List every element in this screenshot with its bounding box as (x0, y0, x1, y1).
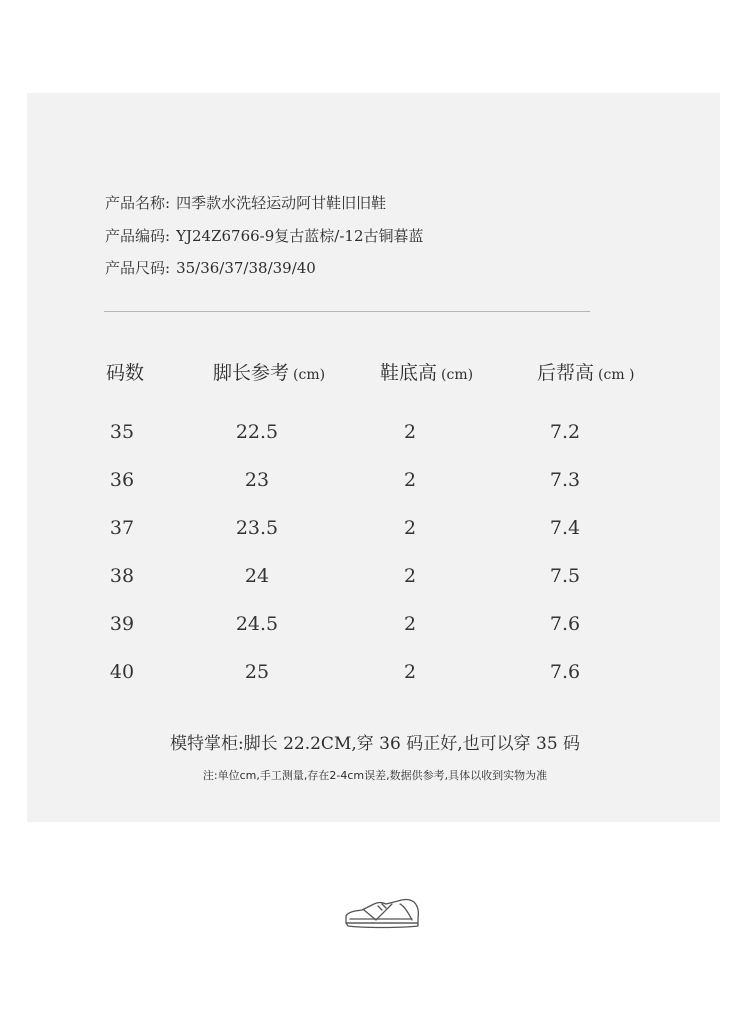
product-code-row (105, 225, 423, 246)
table-cell-size: 36 (109, 469, 135, 491)
table-cell-heel-height: 7.2 (549, 421, 581, 443)
table-cell-size: 38 (109, 565, 135, 587)
product-name-row (105, 192, 386, 213)
table-cell-sole-height: 2 (403, 661, 417, 683)
header-sole-height (380, 358, 473, 385)
table-cell-heel-height: 7.5 (549, 565, 581, 587)
header-size-label: 码数 (106, 362, 145, 384)
table-cell-sole-height: 2 (403, 421, 417, 443)
table-cell-heel-height: 7.6 (549, 661, 581, 683)
product-code-value: YJ24Z6766-9复古蓝棕/-12古铜暮蓝 (176, 227, 424, 245)
table-cell-sole-height: 2 (403, 613, 417, 635)
header-heel-height-label: 后帮高 (537, 362, 595, 384)
table-cell-size: 37 (109, 517, 135, 539)
header-heel-height (537, 358, 635, 385)
header-sole-height-unit: (cm) (441, 367, 474, 383)
product-size-value: 35/36/37/38/39/40 (176, 259, 316, 277)
table-cell-sole-height: 2 (403, 469, 417, 491)
header-foot-length-unit: (cm) (293, 367, 326, 383)
table-cell-foot-length: 22.5 (235, 421, 279, 443)
product-code-label: 产品编码: (105, 227, 171, 245)
table-cell-foot-length: 24 (244, 565, 270, 587)
product-size-label: 产品尺码: (105, 259, 171, 277)
table-cell-foot-length: 25 (244, 661, 270, 683)
table-cell-heel-height: 7.3 (549, 469, 581, 491)
table-cell-foot-length: 24.5 (235, 613, 279, 635)
table-cell-foot-length: 23 (244, 469, 270, 491)
table-cell-sole-height: 2 (403, 517, 417, 539)
table-cell-foot-length: 23.5 (235, 517, 279, 539)
header-foot-length-label: 脚长参考 (213, 362, 290, 384)
product-name-label: 产品名称: (105, 194, 171, 212)
table-cell-heel-height: 7.6 (549, 613, 581, 635)
divider (104, 311, 590, 312)
table-cell-size: 39 (109, 613, 135, 635)
header-heel-height-unit: (cm ) (598, 367, 635, 383)
table-cell-sole-height: 2 (403, 565, 417, 587)
header-sole-height-label: 鞋底高 (380, 362, 438, 384)
product-name-value: 四季款水洗轻运动阿甘鞋旧旧鞋 (176, 194, 387, 212)
sneaker-icon (342, 892, 422, 932)
table-cell-heel-height: 7.4 (549, 517, 581, 539)
table-cell-size: 40 (109, 661, 135, 683)
table-cell-size: 35 (109, 421, 135, 443)
product-size-row (105, 257, 316, 278)
model-note: 模特掌柜:脚长 22.2CM,穿 36 码正好,也可以穿 35 码 (169, 734, 581, 754)
header-size (106, 358, 144, 385)
header-foot-length (213, 358, 325, 385)
measurement-disclaimer: 注:单位cm,手工测量,存在2-4cm误差,数据供参考,具体以收到实物为准 (202, 769, 548, 782)
